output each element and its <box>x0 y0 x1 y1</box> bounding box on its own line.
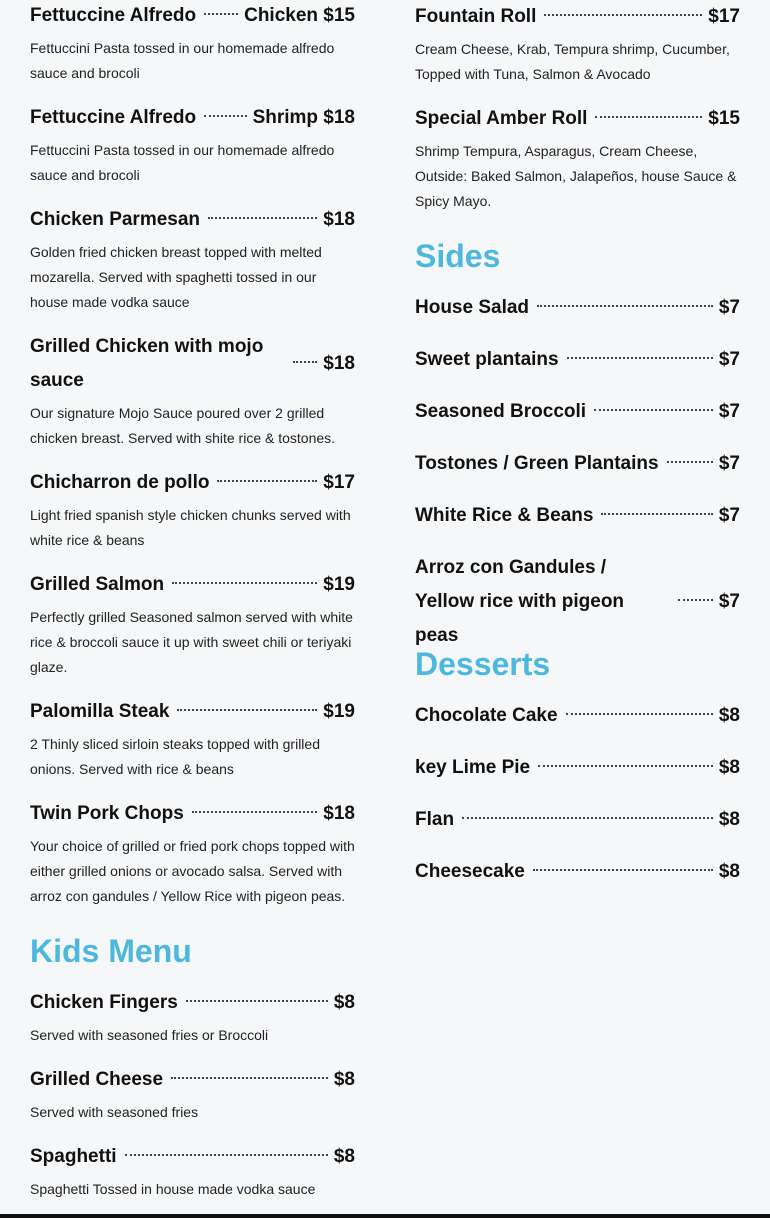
menu-item <box>415 699 740 733</box>
menu-item-price: $18 <box>323 209 355 230</box>
menu-item-description: Shrimp Tempura, Asparagus, Cream Cheese, Outside: Baked Salmon, Jalapeños, house Sauce & Spicy Mayo. <box>415 143 737 209</box>
menu-item <box>415 855 740 889</box>
menu-item-description: Golden fried chicken breast topped with melted mozarella. Served with spaghetti tossed in our house made vodka sauce <box>30 244 322 310</box>
menu-item <box>415 499 740 533</box>
menu-item-price: $7 <box>718 505 740 526</box>
menu-item <box>415 751 740 785</box>
menu-item-description: Light fried spanish style chicken chunks served with white rice & beans <box>30 507 351 548</box>
menu-item-price: $8 <box>333 1146 355 1167</box>
dotted-leader <box>293 361 317 363</box>
dotted-leader <box>125 1154 328 1156</box>
menu-item-header <box>415 102 740 136</box>
dotted-leader <box>566 713 713 715</box>
menu-item-header <box>30 466 355 500</box>
menu-item <box>415 291 740 325</box>
menu-item-name: key Lime Pie <box>415 757 531 778</box>
dotted-leader <box>544 14 702 16</box>
menu-item <box>30 466 355 553</box>
menu-item-name: Fountain Roll <box>415 6 537 27</box>
menu-item-header <box>30 1063 355 1097</box>
dotted-leader <box>678 599 713 601</box>
dotted-leader <box>533 869 713 871</box>
menu-item-name: Sweet plantains <box>415 349 559 370</box>
menu-item <box>30 203 355 315</box>
menu-item-description: Our signature Mojo Sauce poured over 2 grilled chicken breast. Served with shite rice & tostones. <box>30 405 336 446</box>
dotted-leader <box>462 817 713 819</box>
dotted-leader <box>204 115 246 117</box>
menu-item-header <box>415 751 740 785</box>
menu-item-price: $7 <box>718 401 740 422</box>
menu-item-header <box>30 986 355 1020</box>
menu-item-price: $17 <box>323 472 355 493</box>
dotted-leader <box>171 1077 328 1079</box>
menu-item <box>30 0 355 86</box>
menu-item <box>30 695 355 782</box>
menu-item-price: Chicken $15 <box>244 5 355 26</box>
dotted-leader <box>217 480 317 482</box>
dotted-leader <box>172 582 317 584</box>
menu-item-header <box>415 395 740 429</box>
menu-item-header <box>30 0 355 33</box>
dotted-leader <box>567 357 713 359</box>
menu-item-price: $7 <box>718 591 740 612</box>
menu-item <box>30 797 355 909</box>
menu-item-name: Chicken Parmesan <box>30 209 201 230</box>
dotted-leader <box>177 709 317 711</box>
menu-item-description: Spaghetti Tossed in house made vodka sauce <box>30 1181 316 1197</box>
menu-item-name: Grilled Cheese <box>30 1069 164 1090</box>
menu-item-price: $7 <box>718 349 740 370</box>
kids-menu-heading: Kids Menu <box>30 933 192 969</box>
menu-item-price: $19 <box>323 701 355 722</box>
menu-item-header <box>415 803 740 837</box>
menu-item <box>415 343 740 377</box>
menu-item-header <box>415 551 740 653</box>
menu-item-name: Cheesecake <box>415 861 525 882</box>
menu-item <box>30 986 355 1048</box>
menu-item-header <box>415 0 740 34</box>
menu-item-price: $7 <box>718 453 740 474</box>
menu-item-name: Arroz con Gandules / Yellow rice with pigeon peas <box>415 557 625 646</box>
dotted-leader <box>186 1000 328 1002</box>
menu-item <box>415 447 740 481</box>
menu-item-description: Perfectly grilled Seasoned salmon served with white rice & broccoli sauce it up with sweet chili or teriyaki glaze. <box>30 609 353 675</box>
menu-item-name: House Salad <box>415 297 530 318</box>
menu-item-price: $8 <box>718 705 740 726</box>
menu-item-name: Fettuccine Alfredo <box>30 5 197 26</box>
menu-item-header <box>30 568 355 602</box>
sides-heading: Sides <box>415 238 501 274</box>
menu-item-description: Served with seasoned fries <box>30 1104 199 1120</box>
menu-item-description: Fettuccini Pasta tossed in our homemade alfredo sauce and brocoli <box>30 142 335 183</box>
menu-item-name: Special Amber Roll <box>415 108 588 129</box>
menu-item-header <box>30 695 355 729</box>
menu-item-price: Shrimp $18 <box>252 107 355 128</box>
menu-item <box>30 568 355 680</box>
menu-item-description: Fettuccini Pasta tossed in our homemade alfredo sauce and brocoli <box>30 40 335 81</box>
menu-item <box>30 101 355 188</box>
menu-item-header <box>30 330 355 398</box>
menu-item-name: Chicharron de pollo <box>30 472 210 493</box>
menu-item-price: $8 <box>718 809 740 830</box>
menu-item-header <box>415 855 740 889</box>
menu-item-description: 2 Thinly sliced sirloin steaks topped with grilled onions. Served with rice & beans <box>30 736 320 777</box>
menu-item <box>30 1140 355 1202</box>
menu-item-price: $8 <box>333 1069 355 1090</box>
dotted-leader <box>537 305 713 307</box>
menu-item-description: Served with seasoned fries or Broccoli <box>30 1027 269 1043</box>
menu-item-description: Your choice of grilled or fried pork chops topped with either grilled onions or avocado salsa. Served with arroz con gandules / Yellow Rice with pigeon peas. <box>30 838 355 904</box>
menu-item-price: $8 <box>333 992 355 1013</box>
menu-item <box>415 551 740 653</box>
menu-item-name: Spaghetti <box>30 1146 117 1167</box>
menu-item-header <box>415 499 740 533</box>
menu-item-name: Grilled Chicken with mojo sauce <box>30 336 264 391</box>
menu-item-header <box>415 291 740 325</box>
menu-item-price: $8 <box>718 861 740 882</box>
menu-item <box>415 0 740 87</box>
menu-item-header <box>30 797 355 831</box>
dotted-leader <box>595 116 702 118</box>
menu-item-name: Tostones / Green Plantains <box>415 453 659 474</box>
dotted-leader <box>667 461 713 463</box>
menu-item-header <box>30 203 355 237</box>
menu-item-header <box>30 101 355 135</box>
dotted-leader <box>208 217 317 219</box>
menu-item-name: Palomilla Steak <box>30 701 170 722</box>
dotted-leader <box>538 765 713 767</box>
menu-item-name: White Rice & Beans <box>415 505 594 526</box>
dotted-leader <box>204 13 238 15</box>
menu-item-price: $15 <box>708 108 740 129</box>
menu-item-name: Seasoned Broccoli <box>415 401 587 422</box>
menu-item <box>30 330 355 451</box>
menu-item-header <box>415 343 740 377</box>
dotted-leader <box>192 811 318 813</box>
menu-item-name: Chicken Fingers <box>30 992 178 1013</box>
menu-item-header <box>30 1140 355 1174</box>
menu-item-header <box>415 699 740 733</box>
desserts-heading: Desserts <box>415 646 551 682</box>
menu-item-price: $8 <box>718 757 740 778</box>
menu-item-name: Grilled Salmon <box>30 574 165 595</box>
menu-item-header <box>415 447 740 481</box>
menu-item-name: Fettuccine Alfredo <box>30 107 197 128</box>
menu-item-description: Cream Cheese, Krab, Tempura shrimp, Cucumber, Topped with Tuna, Salmon & Avocado <box>415 41 730 82</box>
menu-item-price: $18 <box>323 803 355 824</box>
menu-item-price: $19 <box>323 574 355 595</box>
menu-item <box>415 803 740 837</box>
menu-item <box>30 1063 355 1125</box>
menu-item-price: $7 <box>718 297 740 318</box>
dotted-leader <box>594 409 713 411</box>
menu-item-name: Twin Pork Chops <box>30 803 184 824</box>
menu-item <box>415 395 740 429</box>
menu-item <box>415 102 740 214</box>
menu-item-name: Chocolate Cake <box>415 705 558 726</box>
dotted-leader <box>601 513 712 515</box>
menu-item-price: $17 <box>708 6 740 27</box>
menu-item-name: Flan <box>415 809 455 830</box>
menu-item-price: $18 <box>323 353 355 374</box>
bottom-border <box>0 1214 770 1218</box>
